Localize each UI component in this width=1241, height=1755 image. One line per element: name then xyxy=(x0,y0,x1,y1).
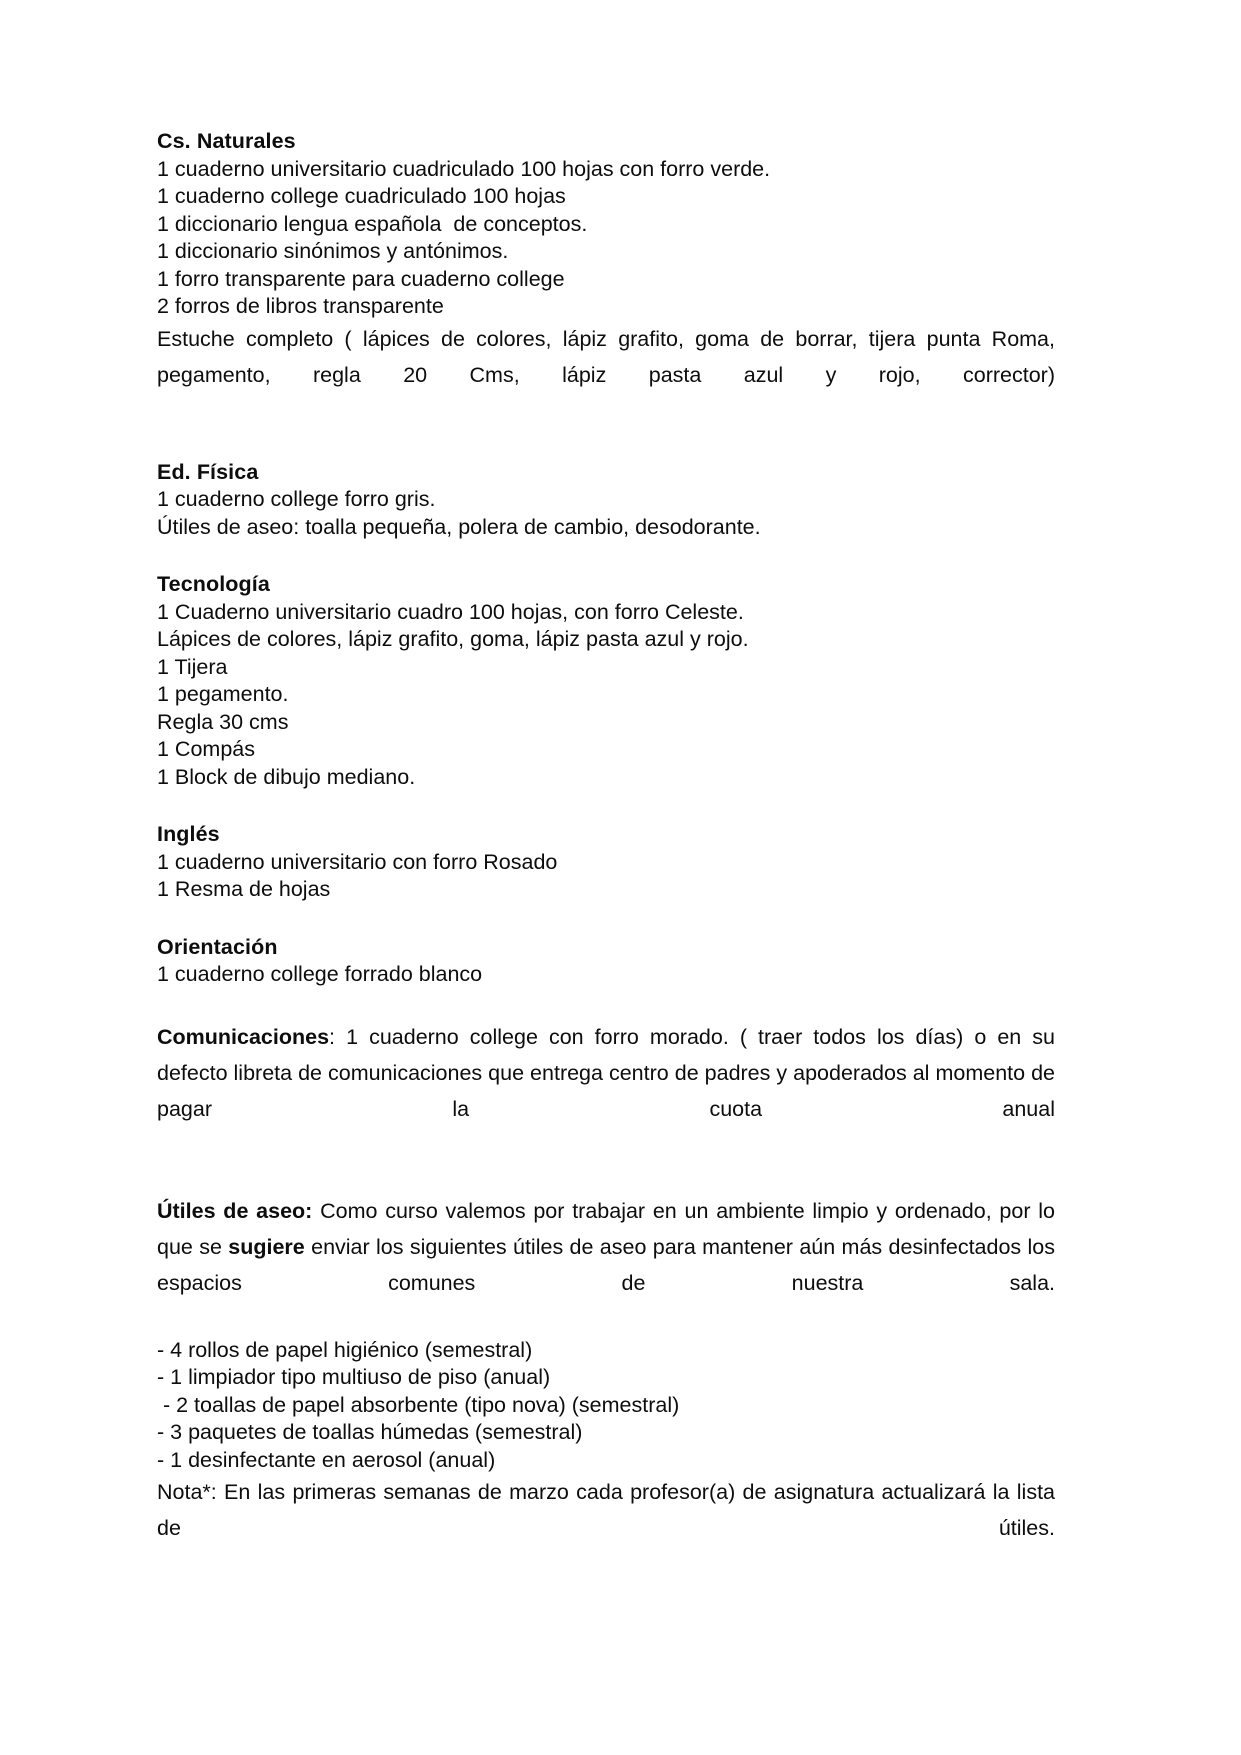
list-item: 1 Cuaderno universitario cuadro 100 hojas, con forro Celeste. xyxy=(157,599,744,624)
section-lines-ed-fisica xyxy=(157,486,1055,541)
section-heading-tecnologia: Tecnología xyxy=(157,572,270,596)
list-item: - 2 toallas de papel absorbente (tipo nova) (semestral) xyxy=(157,1392,680,1417)
section-tecnologia xyxy=(157,571,1055,791)
utiles-de-aseo-paragraph xyxy=(157,1193,1055,1337)
list-item: 1 Compás xyxy=(157,737,255,761)
section-ingles xyxy=(157,821,1055,904)
list-item: Regla 30 cms xyxy=(157,709,289,734)
section-utiles-de-aseo xyxy=(157,1193,1055,1583)
comunicaciones-label: Comunicaciones xyxy=(157,1024,330,1049)
section-orientacion xyxy=(157,934,1055,989)
comunicaciones-body: : 1 cuaderno college con forro morado. ( traer todos los días) o en su defecto libreta de comunicaciones que entrega centro de padres y apoderados al momento de pagar la cuota anual xyxy=(157,1024,1055,1121)
section-comunicaciones xyxy=(157,1019,1055,1163)
list-item: 1 cuaderno universitario cuadriculado 100 hojas con forro verde. xyxy=(157,156,771,181)
list-item: Útiles de aseo: toalla pequeña, polera de cambio, desodorante. xyxy=(157,514,761,539)
nota-paragraph: Nota*: En las primeras semanas de marzo cada profesor(a) de asignatura actualizará la lista de útiles. xyxy=(157,1480,1055,1540)
list-item: 1 pegamento. xyxy=(157,682,289,706)
list-item: 1 forro transparente para cuaderno college xyxy=(157,266,565,291)
list-item: - 3 paquetes de toallas húmedas (semestral) xyxy=(157,1420,583,1444)
section-heading-ed-fisica: Ed. Física xyxy=(157,459,259,484)
list-item: - 1 limpiador tipo multiuso de piso (anual) xyxy=(157,1365,551,1389)
list-item: 1 cuaderno universitario con forro Rosado xyxy=(157,849,558,874)
utiles-de-aseo-label: Útiles de aseo: xyxy=(157,1198,313,1223)
list-item: 1 diccionario lengua española de conceptos. xyxy=(157,211,588,236)
list-item: 1 cuaderno college cuadriculado 100 hojas xyxy=(157,184,566,208)
utiles-de-aseo-emphasis: sugiere xyxy=(228,1234,305,1259)
list-item: 1 Resma de hojas xyxy=(157,877,331,901)
list-item: 2 forros de libros transparente xyxy=(157,294,444,318)
section-cs-naturales xyxy=(157,128,1055,429)
section-heading-cs-naturales: Cs. Naturales xyxy=(157,129,296,153)
document-body xyxy=(157,128,1055,1582)
list-item: 1 cuaderno college forrado blanco xyxy=(157,962,483,986)
utiles-de-aseo-intro-part2: enviar los siguientes útiles de aseo para mantener aún más desinfectados los espacios comunes de nuestra sala. xyxy=(157,1234,1055,1295)
list-item: - 1 desinfectante en aerosol (anual) xyxy=(157,1447,496,1472)
list-item: Lápices de colores, lápiz grafito, goma, lápiz pasta azul y rojo. xyxy=(157,627,749,651)
section-lines-tecnologia xyxy=(157,599,1055,792)
list-item: 1 Tijera xyxy=(157,654,228,679)
section-ed-fisica xyxy=(157,459,1055,542)
comunicaciones-paragraph xyxy=(157,1019,1055,1163)
list-item: 1 diccionario sinónimos y antónimos. xyxy=(157,239,509,263)
list-item: 1 cuaderno college forro gris. xyxy=(157,487,436,511)
list-item: 1 Block de dibujo mediano. xyxy=(157,764,416,789)
section-lines-orientacion xyxy=(157,961,1055,989)
list-item: - 4 rollos de papel higiénico (semestral) xyxy=(157,1337,533,1362)
section-lines-ingles xyxy=(157,849,1055,904)
utiles-de-aseo-items xyxy=(157,1337,1055,1475)
estuche-paragraph: Estuche completo ( lápices de colores, lápiz grafito, goma de borrar, tijera punta Roma, pegamento, regla 20 Cms, lápiz pasta azul y rojo, corrector) xyxy=(157,326,1055,387)
section-heading-orientacion: Orientación xyxy=(157,934,278,959)
section-lines-cs-naturales xyxy=(157,156,1055,321)
utiles-de-aseo-intro-part1: Como curso valemos por trabajar en un ambiente limpio y ordenado, por lo que se xyxy=(157,1198,1055,1259)
section-heading-ingles: Inglés xyxy=(157,822,220,846)
